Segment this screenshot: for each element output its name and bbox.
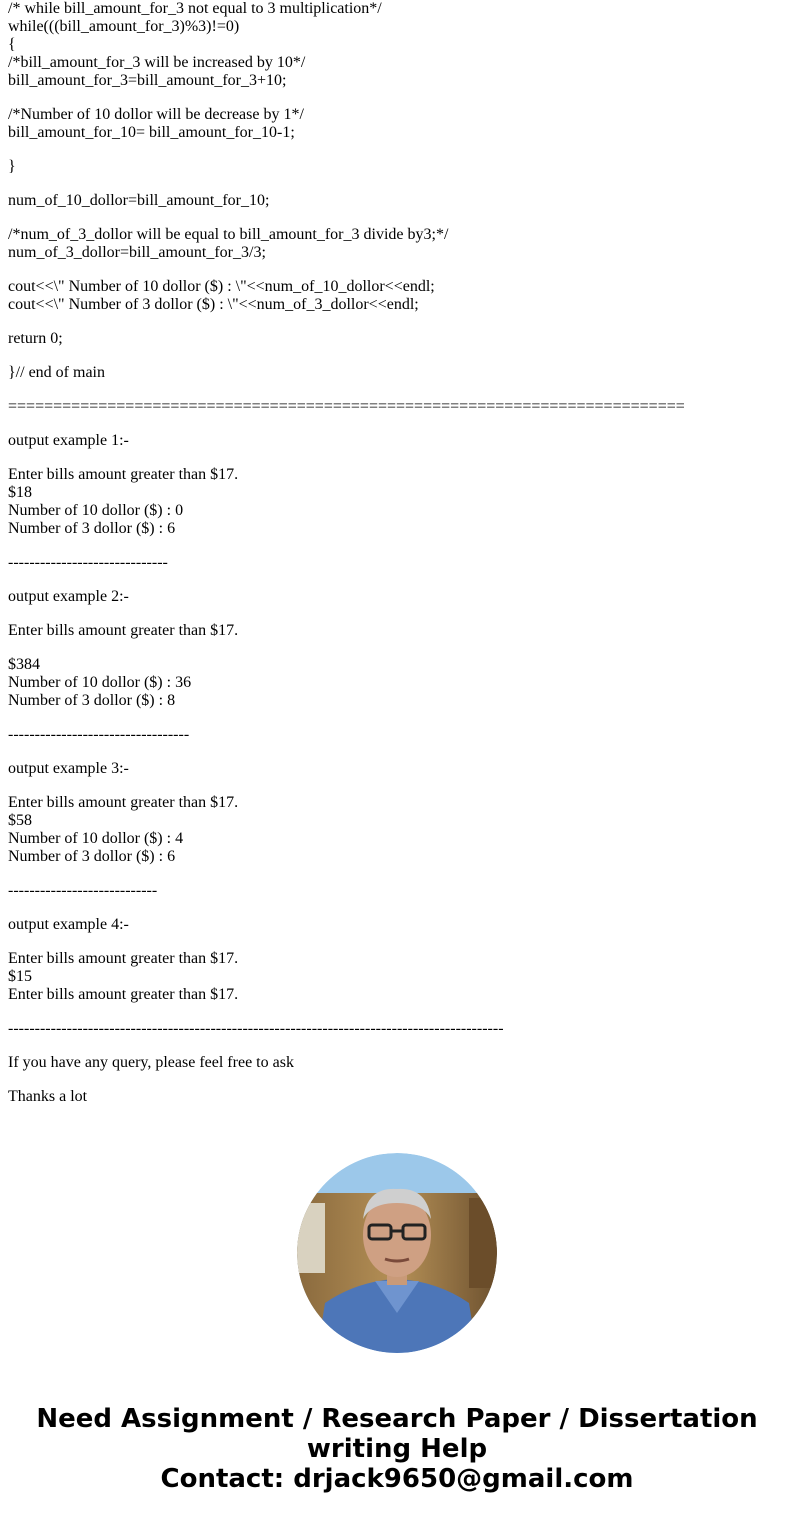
footer-line-1: Need Assignment / Research Paper / Dissertation [36, 1404, 758, 1434]
text-line: $15 [8, 968, 32, 985]
text-line: ---------------------------- [8, 882, 158, 899]
text-line: Enter bills amount greater than $17. [8, 986, 239, 1003]
text-line: } [8, 158, 16, 175]
text-line: return 0; [8, 330, 63, 347]
paragraph [8, 916, 788, 934]
text-line: ---------------------------------- [8, 726, 190, 743]
paragraph [8, 726, 788, 744]
paragraph [8, 656, 788, 710]
text-line: --------------------------------------------------------------------------------------------- [8, 1020, 504, 1037]
text-line: bill_amount_for_10= bill_amount_for_10-1; [8, 124, 295, 141]
paragraph [8, 192, 788, 210]
paragraph [8, 554, 788, 572]
text-line: Number of 10 dollor ($) : 0 [8, 502, 184, 519]
text-line: Number of 10 dollor ($) : 36 [8, 674, 192, 691]
text-line: Number of 10 dollor ($) : 4 [8, 830, 184, 847]
footer-ad [0, 1404, 794, 1494]
text-line: /*Number of 10 dollor will be decrease by 1*/ [8, 106, 304, 123]
paragraph [8, 1088, 788, 1106]
paragraph [8, 364, 788, 382]
text-line: cout<<\" Number of 10 dollor ($) : \"<<num_of_10_dollor<<endl; [8, 278, 435, 295]
text-line: cout<<\" Number of 3 dollor ($) : \"<<num_of_3_dollor<<endl; [8, 296, 419, 313]
paragraph [8, 158, 788, 176]
text-line: /* while bill_amount_for_3 not equal to 3 multiplication*/ [8, 0, 382, 17]
paragraph [8, 1054, 788, 1072]
document-body [8, 0, 788, 1122]
paragraph [8, 398, 788, 416]
paragraph [8, 330, 788, 348]
text-line: /*num_of_3_dollor will be equal to bill_amount_for_3 divide by3;*/ [8, 226, 449, 243]
text-line: Number of 3 dollor ($) : 8 [8, 692, 176, 709]
paragraph [8, 278, 788, 314]
paragraph [8, 466, 788, 538]
text-line: Number of 3 dollor ($) : 6 [8, 520, 176, 537]
paragraph [8, 794, 788, 866]
text-line: $18 [8, 484, 32, 501]
text-line: num_of_10_dollor=bill_amount_for_10; [8, 192, 270, 209]
text-line: output example 2:- [8, 588, 129, 605]
paragraph [8, 882, 788, 900]
text-line: Enter bills amount greater than $17. [8, 622, 239, 639]
text-line: $384 [8, 656, 40, 673]
text-line: $58 [8, 812, 32, 829]
text-line: bill_amount_for_3=bill_amount_for_3+10; [8, 72, 287, 89]
text-line: Number of 3 dollor ($) : 6 [8, 848, 176, 865]
paragraph [8, 622, 788, 640]
text-line: { [8, 36, 16, 53]
text-line: If you have any query, please feel free to ask [8, 1054, 294, 1071]
text-line: output example 3:- [8, 760, 129, 777]
paragraph [8, 760, 788, 778]
text-line: =========================================================================== [8, 398, 685, 415]
text-line: output example 1:- [8, 432, 129, 449]
paragraph [8, 1020, 788, 1038]
footer-contact: Contact: drjack9650@gmail.com [160, 1464, 634, 1494]
text-line: Enter bills amount greater than $17. [8, 950, 239, 967]
paragraph [8, 106, 788, 142]
text-line: }// end of main [8, 364, 105, 381]
text-line: Enter bills amount greater than $17. [8, 466, 239, 483]
footer-line-2: writing Help [306, 1434, 488, 1464]
paragraph [8, 432, 788, 450]
text-line: Thanks a lot [8, 1088, 88, 1105]
text-line: num_of_3_dollor=bill_amount_for_3/3; [8, 244, 266, 261]
text-line: /*bill_amount_for_3 will be increased by 10*/ [8, 54, 306, 71]
text-line: output example 4:- [8, 916, 129, 933]
paragraph [8, 226, 788, 262]
portrait-image [297, 1153, 497, 1353]
author-avatar [297, 1153, 497, 1353]
paragraph [8, 588, 788, 606]
paragraph [8, 950, 788, 1004]
text-line: ------------------------------ [8, 554, 168, 571]
text-line: Enter bills amount greater than $17. [8, 794, 239, 811]
text-line: while(((bill_amount_for_3)%3)!=0) [8, 18, 240, 35]
paragraph [8, 0, 788, 90]
